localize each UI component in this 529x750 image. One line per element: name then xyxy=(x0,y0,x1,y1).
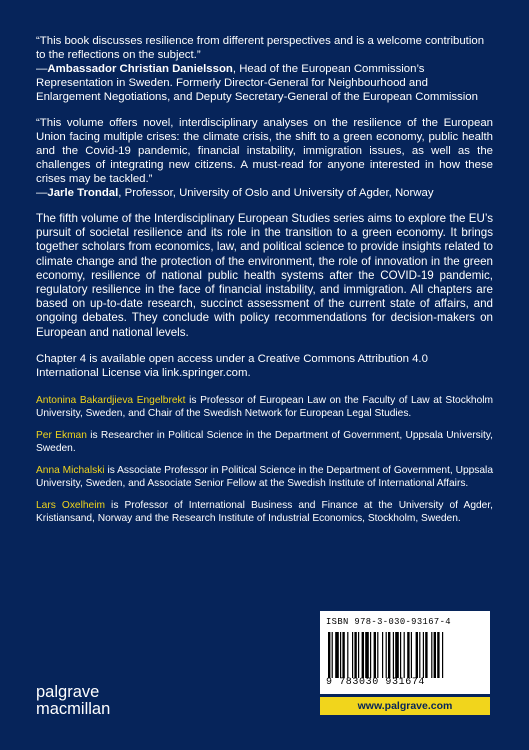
quote-author: Ambassador Christian Danielsson xyxy=(47,63,233,75)
barcode-bar xyxy=(362,632,364,678)
quote-text: “This book discusses resilience from different perspectives and is a welcome contribution to the reflections on the subject.” xyxy=(36,35,485,61)
barcode-bar xyxy=(365,632,369,678)
endorsement-quote-1 xyxy=(36,34,493,104)
barcode-bar xyxy=(434,632,436,678)
barcode-bar xyxy=(386,632,387,678)
publisher-website[interactable]: www.palgrave.com xyxy=(320,697,490,715)
logo-line-2: macmillan xyxy=(36,699,111,718)
barcode-bar xyxy=(411,632,412,678)
barcode-bar xyxy=(442,632,443,678)
barcode-bar xyxy=(425,632,427,678)
editor-bio-3 xyxy=(36,464,493,490)
barcode-bar xyxy=(407,632,409,678)
barcode-bar xyxy=(347,632,348,678)
editor-bio-text: is Researcher in Political Science in the Department of Government, Uppsala University, Sweden. xyxy=(36,429,493,454)
quote-attribution: —Jarle Trondal, Professor, University of Oslo and University of Agder, Norway xyxy=(36,187,434,199)
barcode-bar xyxy=(370,632,371,678)
barcode-bar xyxy=(340,632,341,678)
editor-name: Antonina Bakardjieva Engelbrekt xyxy=(36,394,186,406)
book-description: The fifth volume of the Interdisciplinary European Studies series aims to explore the EU’s pursuit of societal resilience and its role in the transition to a green economy. It brings together scholars from economics, law, and political science to provide insights related to climate change and the protection of the environment, the role of innovation in the green economy, resilience of national public health systems after the COVID-19 pandemic, regulatory resilience in the face of financial instability, and immigration. All chapters are based on up-to-date research, succinct assessment of the current state of affairs, and ongoing debates. They conclude with policy recommendations for decision-makers on European and national levels. xyxy=(36,212,493,339)
quote-affiliation: , Head of the European Commission’s Representation in Sweden. Formerly Director-General for Neighbourhood and Enlargement Negotiations, and Deputy Secretary-General of the European Commission xyxy=(36,63,478,103)
barcode-bar xyxy=(354,632,356,678)
editor-bio-text: is Associate Professor in Political Science in the Department of Government, Uppsala University, Sweden, and Associate Senior Fellow at the Swedish Institute of International Affairs. xyxy=(36,464,493,489)
editor-name: Anna Michalski xyxy=(36,464,105,476)
logo-line-1: palgrave xyxy=(36,683,100,701)
barcode-bars xyxy=(328,632,482,678)
barcode-bar xyxy=(404,632,405,678)
barcode-bar xyxy=(328,632,330,678)
barcode-bar xyxy=(342,632,344,678)
isbn-label: ISBN 978-3-030-93167-4 xyxy=(326,617,451,627)
barcode-bar xyxy=(382,632,383,678)
barcode-bar xyxy=(332,632,333,678)
editor-bio-2 xyxy=(36,429,493,455)
editor-bio-text: is Professor of International Business and Finance at the University of Agder, Kristiansand, Norway and the Research Institute of Industrial Economics, Stockholm, Sweden. xyxy=(36,499,493,524)
barcode-bar xyxy=(388,632,390,678)
editor-bio-text: is Professor of European Law on the Faculty of Law at Stockholm University, Sweden, and Chair of the Swedish Network for European Legal Studies. xyxy=(36,394,493,419)
editor-name: Per Ekman xyxy=(36,429,87,441)
barcode-bar xyxy=(374,632,376,678)
quote-attribution: —Ambassador Christian Danielsson, Head of the European Commission’s Representation in Sweden. Formerly Director-General for Neighbourhood and Enlargement Negotiations, and Deputy Secretary-General of the European Commission xyxy=(36,63,478,103)
palgrave-macmillan-logo xyxy=(36,684,110,717)
barcode-bar xyxy=(400,632,401,678)
barcode-bar xyxy=(437,632,439,678)
isbn-barcode xyxy=(320,611,490,694)
barcode-bar xyxy=(419,632,420,678)
barcode-bar xyxy=(377,632,378,678)
barcode-bar xyxy=(335,632,339,678)
barcode-bar xyxy=(393,632,394,678)
open-access-note: Chapter 4 is available open access under a Creative Commons Attribution 4.0 International License via link.springer.com. xyxy=(36,352,428,379)
barcode-bar xyxy=(423,632,424,678)
editor-bio-1 xyxy=(36,394,493,420)
quote-author: Jarle Trondal xyxy=(47,187,119,199)
editor-bio-4 xyxy=(36,499,493,525)
quote-text: “This volume offers novel, interdisciplinary analyses on the resilience of the European Union facing multiple crises: the climate crisis, the shift to a green economy, public health and the Covid-19 pandemic, financial instability, immigration issues, as well as the challenges of integrating new citizens. A must-read for anyone interested in how these crises may be tackled.” xyxy=(36,117,493,185)
barcode-digits: 9 783030 931674 xyxy=(326,677,426,688)
barcode-bar xyxy=(416,632,418,678)
barcode-bar xyxy=(352,632,353,678)
barcode-bar xyxy=(395,632,399,678)
barcode-bar xyxy=(358,632,359,678)
barcode-bar xyxy=(431,632,432,678)
endorsement-quote-2 xyxy=(36,116,493,200)
quote-affiliation: , Professor, University of Oslo and University of Agder, Norway xyxy=(118,187,434,199)
editor-name: Lars Oxelheim xyxy=(36,499,105,511)
